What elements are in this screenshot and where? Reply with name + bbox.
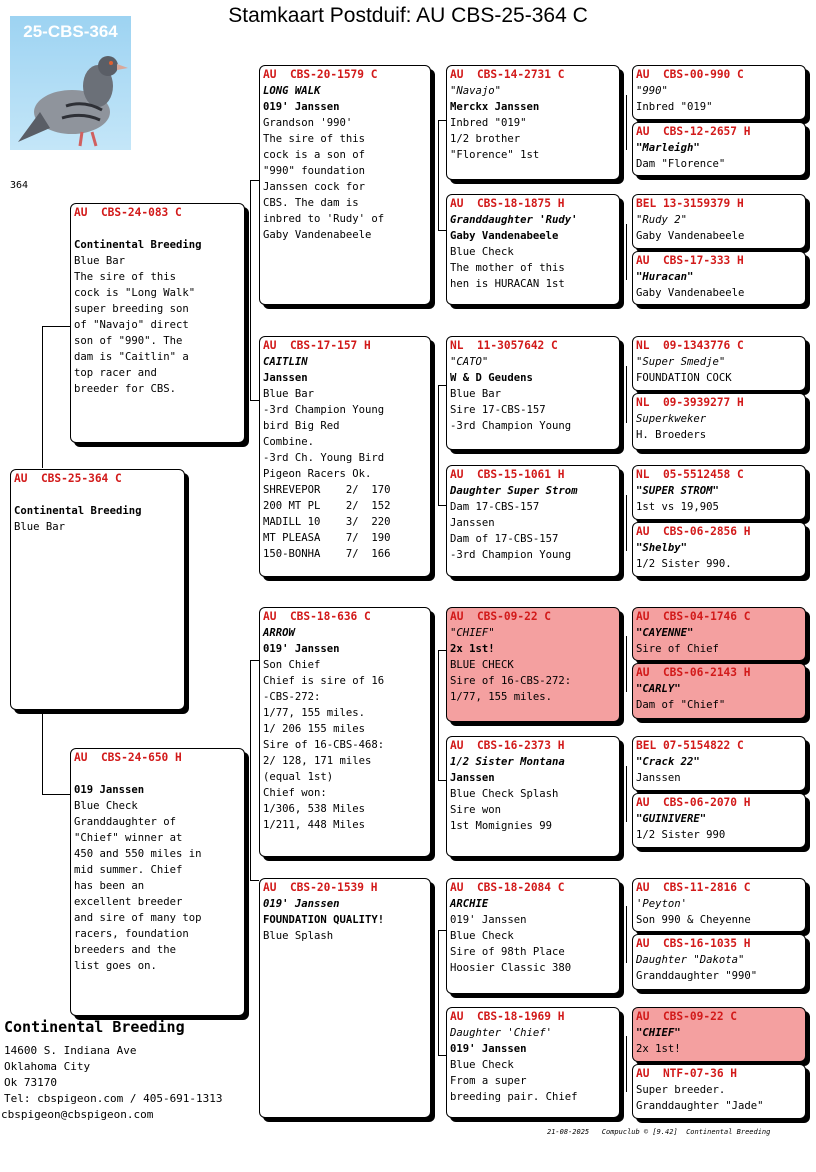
pedigree-box-gen3-2 — [446, 336, 620, 450]
pedigree-line: super breeding son — [74, 303, 189, 315]
pigeon-name: LONG WALK — [263, 85, 321, 97]
pedigree-line: FOUNDATION QUALITY! — [263, 914, 385, 926]
pedigree-line: Sire of 16-CBS-272: — [450, 675, 572, 687]
pedigree-line: 150-BONHA 7/ 166 — [263, 548, 391, 560]
ring-number: AU CBS-15-1061 H — [450, 468, 565, 481]
pigeon-name: "CHIEF" — [450, 627, 495, 639]
pigeon-name: "SUPER STROM" — [636, 485, 719, 497]
pedigree-line: 1/77, 155 miles. — [450, 691, 553, 703]
ring-number: AU CBS-18-636 C — [263, 610, 371, 623]
pedigree-line: Dam "Florence" — [636, 158, 726, 170]
ring-number: NL 09-1343776 C — [636, 339, 744, 352]
pedigree-line: Dam of "Chief" — [636, 699, 726, 711]
pedigree-line: Grandson '990' — [263, 117, 353, 129]
pedigree-line: 200 MT PL 2/ 152 — [263, 500, 391, 512]
pedigree-line: W & D Geudens — [450, 372, 533, 384]
ring-number: AU CBS-04-1746 C — [636, 610, 751, 623]
pedigree-line: hen is HURACAN 1st — [450, 278, 565, 290]
ring-number: AU CBS-24-650 H — [74, 751, 182, 764]
ring-number: AU CBS-25-364 C — [14, 472, 122, 485]
pedigree-line: list goes on. — [74, 960, 157, 972]
ring-number: AU CBS-09-22 C — [450, 610, 552, 623]
ring-number: BEL 13-3159379 H — [636, 197, 744, 210]
pigeon-name: "Shelby" — [636, 542, 688, 554]
ring-number: AU CBS-09-22 C — [636, 1010, 738, 1023]
ring-number: AU CBS-16-1035 H — [636, 937, 751, 950]
page-title: Stamkaart Postduif: AU CBS-25-364 C — [228, 4, 588, 27]
ring-number: AU CBS-14-2731 C — [450, 68, 565, 81]
pigeon-name: "Navajo" — [450, 85, 502, 97]
pigeon-name: "Crack 22" — [636, 756, 700, 768]
pedigree-box-gen4-10 — [632, 736, 806, 791]
pigeon-name: "Rudy 2" — [636, 214, 688, 226]
ring-number: NL 09-3939277 H — [636, 396, 744, 409]
pedigree-line: Blue Bar — [263, 388, 315, 400]
pedigree-line: CBS. The dam is — [263, 197, 359, 209]
pedigree-line: mid summer. Chief — [74, 864, 183, 876]
pigeon-name: "Super Smedje" — [636, 356, 726, 368]
pedigree-line: Janssen cock for — [263, 181, 366, 193]
pigeon-name: "CAYENNE" — [636, 627, 694, 639]
pedigree-line: top racer and — [74, 367, 157, 379]
pedigree-box-gen4-8 — [632, 607, 806, 661]
pedigree-line: 1/77, 155 miles. — [263, 707, 366, 719]
pedigree-line: Inbred "019" — [636, 101, 713, 113]
pedigree-line: Gaby Vandenabeele — [263, 229, 372, 241]
ring-number: AU CBS-17-157 H — [263, 339, 371, 352]
ring-number: AU CBS-24-083 C — [74, 206, 182, 219]
pigeon-name: "CHIEF" — [636, 1027, 681, 1039]
pedigree-line: -3rd Champion Young — [450, 549, 572, 561]
ring-number: NL 11-3057642 C — [450, 339, 558, 352]
pedigree-line: breeder for CBS. — [74, 383, 177, 395]
pedigree-line: 1/ 206 155 miles — [263, 723, 366, 735]
ring-number: AU CBS-06-2856 H — [636, 525, 751, 538]
pedigree-line: The sire of this — [74, 271, 177, 283]
pedigree-line: and sire of many top — [74, 912, 202, 924]
pedigree-line: Janssen — [636, 772, 681, 784]
pedigree-line: Sire 17-CBS-157 — [450, 404, 546, 416]
pedigree-line: Granddaughter of — [74, 816, 177, 828]
pigeon-name: "Huracan" — [636, 271, 694, 283]
pigeon-name: ARCHIE — [450, 898, 489, 910]
pedigree-box-gen3-5 — [446, 736, 620, 857]
pedigree-line: 1st vs 19,905 — [636, 501, 719, 513]
pigeon-name: 'Peyton' — [636, 898, 688, 910]
pedigree-line: Blue Bar — [14, 521, 66, 533]
pedigree-box-gen2-2 — [259, 607, 431, 857]
pedigree-line: Janssen — [450, 772, 495, 784]
pedigree-line: of "Navajo" direct — [74, 319, 189, 331]
pedigree-line: 450 and 550 miles in — [74, 848, 202, 860]
photo-label: 25-CBS-364 — [23, 22, 118, 41]
pedigree-line: dam is "Caitlin" a — [74, 351, 189, 363]
ring-number: AU CBS-11-2816 C — [636, 881, 751, 894]
pedigree-line: Sire won — [450, 804, 502, 816]
pedigree-box-subject — [10, 469, 185, 710]
pedigree-line — [74, 221, 241, 237]
pedigree-line: (equal 1st) — [263, 771, 334, 783]
pedigree-line: -3rd Champion Young — [450, 420, 572, 432]
pedigree-line: Sire of 16-CBS-468: — [263, 739, 385, 751]
pedigree-line: Chief won: — [263, 787, 327, 799]
pigeon-photo — [10, 16, 131, 150]
owner-name: Continental Breeding — [4, 1018, 185, 1036]
pedigree-box-gen4-3 — [632, 251, 806, 305]
pedigree-line: Blue Bar — [450, 388, 502, 400]
owner-email: cbspigeon@cbspigeon.com — [1, 1108, 154, 1121]
pedigree-line: Blue Check — [450, 1059, 514, 1071]
pigeon-name: ARROW — [263, 627, 295, 639]
pigeon-name: "Marleigh" — [636, 142, 700, 154]
pedigree-box-gen2-1 — [259, 336, 431, 577]
pedigree-line: H. Broeders — [636, 429, 707, 441]
pedigree-line: Dam 17-CBS-157 — [450, 501, 540, 513]
pedigree-line: Sire of 98th Place — [450, 946, 565, 958]
ring-number: AU CBS-16-2373 H — [450, 739, 565, 752]
ring-number: AU CBS-20-1579 C — [263, 68, 378, 81]
pedigree-box-gen4-13 — [632, 934, 806, 990]
pedigree-line: Inbred "019" — [450, 117, 527, 129]
pedigree-line: 019 Janssen — [74, 784, 145, 796]
ring-number: AU CBS-12-2657 H — [636, 125, 751, 138]
ring-short: 364 — [10, 180, 29, 191]
pedigree-line: 1/2 brother — [450, 133, 521, 145]
pedigree-line: Blue Check — [450, 246, 514, 258]
pedigree-line: MT PLEASA 7/ 190 — [263, 532, 391, 544]
ring-number: AU CBS-17-333 H — [636, 254, 744, 267]
pedigree-line: Merckx Janssen — [450, 101, 540, 113]
pedigree-line: excellent breeder — [74, 896, 183, 908]
pedigree-line: cock is "Long Walk" — [74, 287, 196, 299]
pedigree-box-gen4-1 — [632, 122, 806, 176]
pigeon-name: "CATO" — [450, 356, 489, 368]
pedigree-line: Blue Check — [74, 800, 138, 812]
pigeon-image — [10, 46, 131, 150]
pedigree-line: BLUE CHECK — [450, 659, 514, 671]
pedigree-line — [14, 487, 181, 503]
pedigree-line: racers, foundation — [74, 928, 189, 940]
pedigree-box-gen3-7 — [446, 1007, 620, 1118]
pedigree-box-gen4-7 — [632, 522, 806, 577]
pedigree-box-gen4-14 — [632, 1007, 806, 1062]
pedigree-line: MADILL 10 3/ 220 — [263, 516, 391, 528]
pigeon-name: "GUINIVERE" — [636, 813, 707, 825]
pedigree-line: breeding pair. Chief — [450, 1091, 578, 1103]
pedigree-line: 019' Janssen — [450, 1043, 527, 1055]
ring-number: AU NTF-07-36 H — [636, 1067, 738, 1080]
pigeon-name: Superkweker — [636, 413, 707, 425]
pigeon-name: "990" — [636, 85, 668, 97]
pedigree-line: Blue Check — [450, 930, 514, 942]
pedigree-line: Blue Check Splash — [450, 788, 559, 800]
owner-city: Oklahoma City — [4, 1060, 91, 1073]
ring-number: AU CBS-18-2084 C — [450, 881, 565, 894]
pedigree-line: 1/211, 448 Miles — [263, 819, 366, 831]
owner-address: 14600 S. Indiana Ave — [4, 1044, 137, 1057]
pedigree-box-gen4-9 — [632, 663, 806, 719]
pedigree-box-gen4-2 — [632, 194, 806, 249]
ring-number: AU CBS-18-1875 H — [450, 197, 565, 210]
pedigree-line: SHREVEPOR 2/ 170 — [263, 484, 391, 496]
pedigree-line: 1/2 Sister 990 — [636, 829, 726, 841]
ring-number: AU CBS-18-1969 H — [450, 1010, 565, 1023]
pedigree-line: Sire of Chief — [636, 643, 719, 655]
owner-state: Ok 73170 — [4, 1076, 57, 1089]
pedigree-box-gen3-6 — [446, 878, 620, 994]
pedigree-box-gen4-0 — [632, 65, 806, 120]
pedigree-line: breeders and the — [74, 944, 177, 956]
pedigree-line: Chief is sire of 16 — [263, 675, 385, 687]
pedigree-line: Gaby Vandenabeele — [636, 287, 745, 299]
pedigree-line: -3rd Ch. Young Bird — [263, 452, 385, 464]
pigeon-name: 1/2 Sister Montana — [450, 756, 565, 768]
ring-number: BEL 07-5154822 C — [636, 739, 744, 752]
pedigree-line: "Florence" 1st — [450, 149, 540, 161]
pedigree-line: inbred to 'Rudy' of — [263, 213, 385, 225]
pedigree-box-gen4-4 — [632, 336, 806, 391]
pedigree-box-gen1-dam — [70, 748, 245, 1016]
pedigree-line: From a super — [450, 1075, 527, 1087]
pedigree-line: has been an — [74, 880, 145, 892]
pedigree-line: son of "990". The — [74, 335, 183, 347]
pedigree-line: FOUNDATION COCK — [636, 372, 732, 384]
pedigree-line: 2/ 128, 171 miles — [263, 755, 372, 767]
pedigree-line: "Chief" winner at — [74, 832, 183, 844]
pedigree-box-gen1-sire — [70, 203, 245, 443]
ring-number: AU CBS-00-990 C — [636, 68, 744, 81]
pigeon-name: Daughter 'Chief' — [450, 1027, 553, 1039]
ring-number: AU CBS-06-2143 H — [636, 666, 751, 679]
ring-number: AU CBS-06-2070 H — [636, 796, 751, 809]
pedigree-line: Janssen — [263, 372, 308, 384]
owner-tel: Tel: cbspigeon.com / 405-691-1313 — [4, 1092, 223, 1105]
pedigree-line — [74, 766, 241, 782]
pedigree-line: -3rd Champion Young — [263, 404, 385, 416]
pigeon-name: CAITLIN — [263, 356, 308, 368]
pedigree-line: Son 990 & Cheyenne — [636, 914, 751, 926]
pedigree-line: bird Big Red — [263, 420, 340, 432]
pedigree-line: cock is a son of — [263, 149, 366, 161]
pedigree-line: Hoosier Classic 380 — [450, 962, 572, 974]
pedigree-line: Continental Breeding — [74, 239, 202, 251]
pedigree-box-gen4-6 — [632, 465, 806, 520]
pedigree-line: Pigeon Racers Ok. — [263, 468, 372, 480]
footer: 21-08-2025 Compuclub © [9.42] Continental Breeding — [547, 1128, 771, 1136]
pedigree-line: 1/306, 538 Miles — [263, 803, 366, 815]
pedigree-line: 1/2 Sister 990. — [636, 558, 732, 570]
pedigree-line: Granddaughter "990" — [636, 970, 758, 982]
pedigree-line: 2x 1st! — [450, 643, 495, 655]
pedigree-line: Granddaughter "Jade" — [636, 1100, 764, 1112]
pedigree-line: Blue Bar — [74, 255, 126, 267]
pedigree-box-gen2-3 — [259, 878, 431, 1118]
pedigree-line: 019' Janssen — [263, 643, 340, 655]
pedigree-line: -CBS-272: — [263, 691, 321, 703]
pedigree-line: 1st Momignies 99 — [450, 820, 553, 832]
pedigree-box-gen4-5 — [632, 393, 806, 450]
pedigree-line: 2x 1st! — [636, 1043, 681, 1055]
pigeon-name: Granddaughter 'Rudy' — [450, 214, 578, 226]
pigeon-name: Daughter "Dakota" — [636, 954, 745, 966]
pedigree-line: The sire of this — [263, 133, 366, 145]
pedigree-box-gen2-0 — [259, 65, 431, 305]
pedigree-line: Janssen — [450, 517, 495, 529]
ring-number: NL 05-5512458 C — [636, 468, 744, 481]
pigeon-name: 019' Janssen — [263, 898, 340, 910]
pedigree-line: Super breeder. — [636, 1084, 726, 1096]
ring-number: AU CBS-20-1539 H — [263, 881, 378, 894]
pedigree-line: Gaby Vandenabeele — [636, 230, 745, 242]
pedigree-box-gen3-3 — [446, 465, 620, 577]
pedigree-line: Gaby Vandenabeele — [450, 230, 559, 242]
pedigree-line: "990" foundation — [263, 165, 366, 177]
pedigree-box-gen4-12 — [632, 878, 806, 932]
pedigree-line: Dam of 17-CBS-157 — [450, 533, 559, 545]
pedigree-line: Combine. — [263, 436, 315, 448]
pedigree-line: Continental Breeding — [14, 505, 142, 517]
pedigree-box-gen3-1 — [446, 194, 620, 305]
pedigree-box-gen3-0 — [446, 65, 620, 180]
pedigree-line: The mother of this — [450, 262, 565, 274]
pedigree-line: 019' Janssen — [263, 101, 340, 113]
pedigree-line: Son Chief — [263, 659, 321, 671]
pedigree-box-gen3-4 — [446, 607, 620, 722]
pedigree-box-gen4-11 — [632, 793, 806, 848]
pedigree-line: 019' Janssen — [450, 914, 527, 926]
pigeon-name: Daughter Super Strom — [450, 485, 578, 497]
pedigree-box-gen4-15 — [632, 1064, 806, 1119]
pedigree-line: Blue Splash — [263, 930, 334, 942]
pigeon-name: "CARLY" — [636, 683, 681, 695]
